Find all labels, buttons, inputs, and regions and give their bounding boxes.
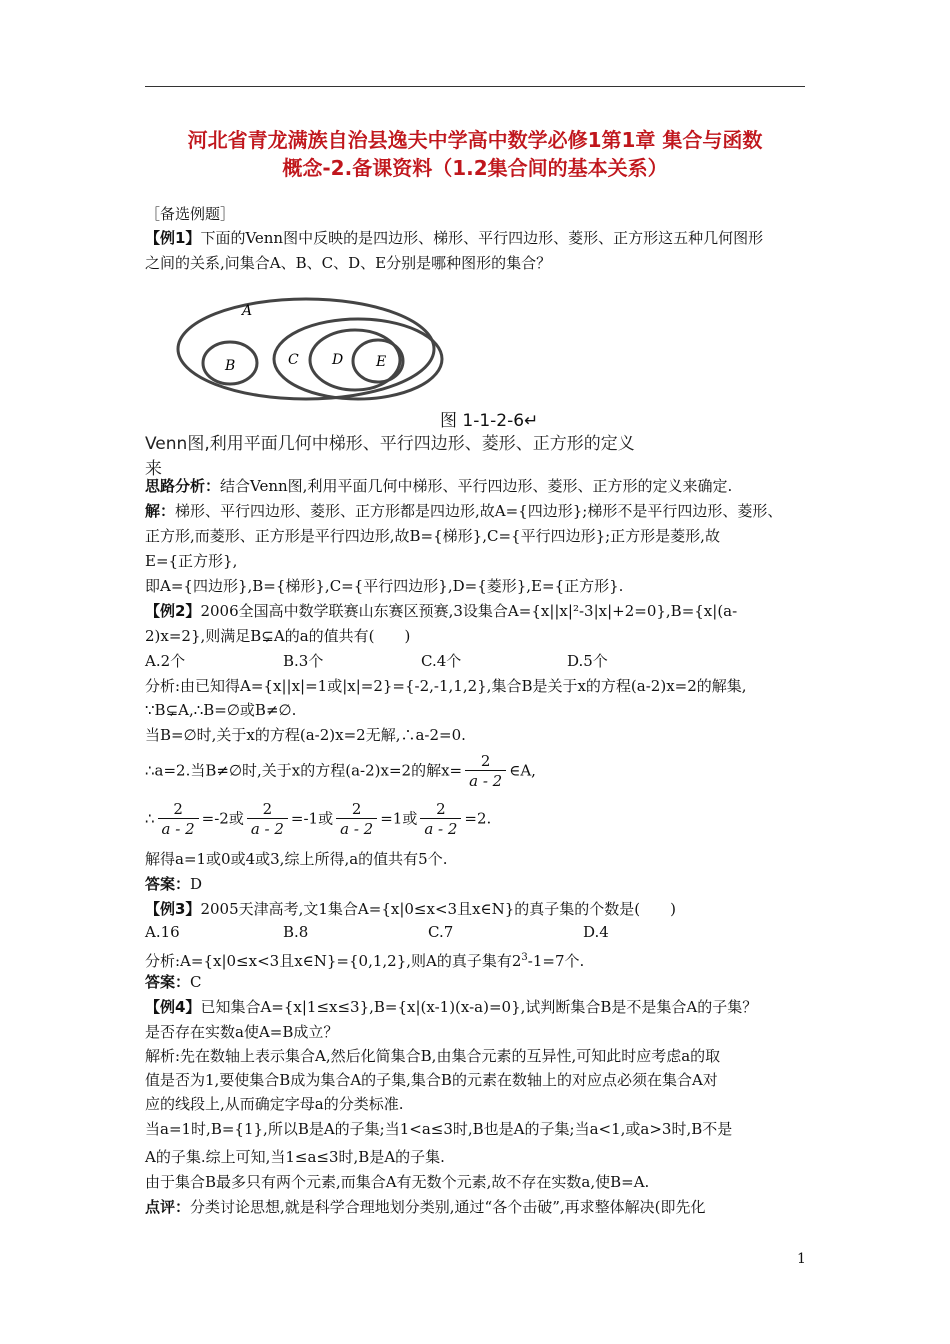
example-2-analysis-3: 当B=∅时,关于x的方程(a-2)x=2无解,∴a-2=0. <box>145 726 466 744</box>
example-4-review: 点评：分类讨论思想,就是科学合理地划分类别,通过“各个击破”,再求整体解决(即先化 <box>145 1198 706 1216</box>
example-2-option-d: D.5个 <box>567 652 608 670</box>
example-3-option-d: D.4 <box>583 923 609 941</box>
solution-1-line-3: E={正方形}, <box>145 552 238 570</box>
fraction: $\frac{2}{a - 2}$ <box>158 800 199 839</box>
solution-1-line-2: 正方形,而菱形、正方形是平行四边形,故B={梯形},C={平行四边形};正方形是菱形,故 <box>145 527 720 545</box>
solution-1-analysis: 思路分析：结合Venn图,利用平面几何中梯形、平行四边形、菱形、正方形的定义来确定. <box>145 477 733 495</box>
example-2-analysis-1: 分析:由已知得A={x||x|=1或|x|=2}={-2,-1,1,2},集合B是关于x的方程(a-2)x=2的解集, <box>145 677 747 695</box>
example-4-analysis-4: 当a=1时,B={1},所以B是A的子集;当1<a≤3时,B也是A的子集;当a<1,或a>3时,B不是 <box>145 1120 733 1138</box>
example-4-analysis-5: A的子集.综上可知,当1≤a≤3时,B是A的子集. <box>145 1148 445 1166</box>
example-4-analysis-6: 由于集合B最多只有两个元素,而集合A有无数个元素,故不存在实数a,使B=A. <box>145 1173 650 1191</box>
venn-label-b: B <box>225 358 236 374</box>
example-2-line-2: 2)x=2},则满足B⊊A的a的值共有( ) <box>145 627 411 645</box>
example-2-answer: 答案：D <box>145 875 203 893</box>
example-2-option-a: A.2个 <box>145 652 186 670</box>
solution-1-line-4: 即A={四边形},B={梯形},C={平行四边形},D={菱形},E={正方形}. <box>145 577 624 595</box>
venn-label-e: E <box>376 354 387 370</box>
venn-label-a: A <box>242 303 253 319</box>
example-3-option-c: C.7 <box>428 923 454 941</box>
example-3-option-a: A.16 <box>145 923 180 941</box>
example-2-option-b: B.3个 <box>283 652 324 670</box>
example-3-answer: 答案：C <box>145 973 202 991</box>
example-3-analysis: 分析:A={x|0≤x<3且x∈N}={0,1,2},则A的真子集有$2^3-1=7$个. <box>145 952 585 970</box>
fraction: $\frac{2}{a - 2}$ <box>247 800 288 839</box>
example-4-analysis-1: 解析:先在数轴上表示集合A,然后化简集合B,由集合元素的互异性,可知此时应考虑a的取 <box>145 1047 721 1065</box>
clipped-text-strip: Venn图,利用平面几何中梯形、平行四边形、菱形、正方形的定义来 <box>145 434 635 479</box>
example-2-analysis-2: ∵B⊊A,∴B=∅或B≠∅. <box>145 701 297 719</box>
doc-title-line-2: 概念-2.备课资料（1.2集合间的基本关系） <box>282 156 668 180</box>
example-4-analysis-2: 值是否为1,要使集合B成为集合A的子集,集合B的元素在数轴上的对应点必须在集合A对 <box>145 1071 718 1089</box>
example-3-line-1: 【例3】2005天津高考,文1集合A={x|0≤x<3且x∈N}的真子集的个数是( ) <box>145 900 677 918</box>
page-number: 1 <box>797 1251 806 1267</box>
example-4-line-1: 【例4】已知集合A={x|1≤x≤3},B={x|(x-1)(x-a)=0},试判断集合B是不是集合A的子集？ <box>145 998 758 1016</box>
venn-label-d: D <box>332 352 344 368</box>
example-2-analysis-6: 解得a=1或0或4或3,综上所得,a的值共有5个. <box>145 850 448 868</box>
fraction: $\frac{2}{a - 2}$ <box>420 800 461 839</box>
example-1-line-2: 之间的关系,问集合A、B、C、D、E分别是哪种图形的集合？ <box>145 254 552 272</box>
fraction: $\frac{2}{a - 2}$ <box>465 752 506 791</box>
doc-title-line-1: 河北省青龙满族自治县逸夫中学高中数学必修1第1章 集合与函数 <box>187 128 763 152</box>
venn-diagram <box>172 286 440 404</box>
example-2-analysis-4: ∴a=2.当B≠∅时,关于x的方程(a-2)x=2的解x= $\frac{2}{a - 2}$ ∈A, <box>145 752 536 790</box>
example-1-line-1: 【例1】下面的Venn图中反映的是四边形、梯形、平行四边形、菱形、正方形这五种几何图形 <box>145 229 764 247</box>
section-label: ［备选例题］ <box>145 205 236 223</box>
solution-1-line-1: 解：梯形、平行四边形、菱形、正方形都是四边形,故A={四边形};梯形不是平行四边形、菱形、 <box>145 502 783 520</box>
header-rule <box>145 86 805 87</box>
example-4-analysis-3: 应的线段上,从而确定字母a的分类标准. <box>145 1095 404 1113</box>
example-2-option-c: C.4个 <box>421 652 462 670</box>
venn-label-c: C <box>288 352 299 368</box>
example-3-option-b: B.8 <box>283 923 309 941</box>
example-2-line-1: 【例2】2006全国高中数学联赛山东赛区预赛,3设集合A={x||x|²-3|x|+2=0},B={x|(a- <box>145 602 738 620</box>
fraction: $\frac{2}{a - 2}$ <box>336 800 377 839</box>
example-1-head: 【例1】 <box>145 229 201 247</box>
figure-caption: 图 1-1-2-6↵ <box>440 411 539 431</box>
example-2-analysis-5: ∴ $\frac{2}{a - 2}$ =-2或 $\frac{2}{a - 2}$ =-1或 $\frac{2}{a - 2}$ =1或 $\frac{2}{a - 2}$ =2. <box>145 800 492 838</box>
example-4-line-2: 是否存在实数a使A=B成立？ <box>145 1023 339 1041</box>
